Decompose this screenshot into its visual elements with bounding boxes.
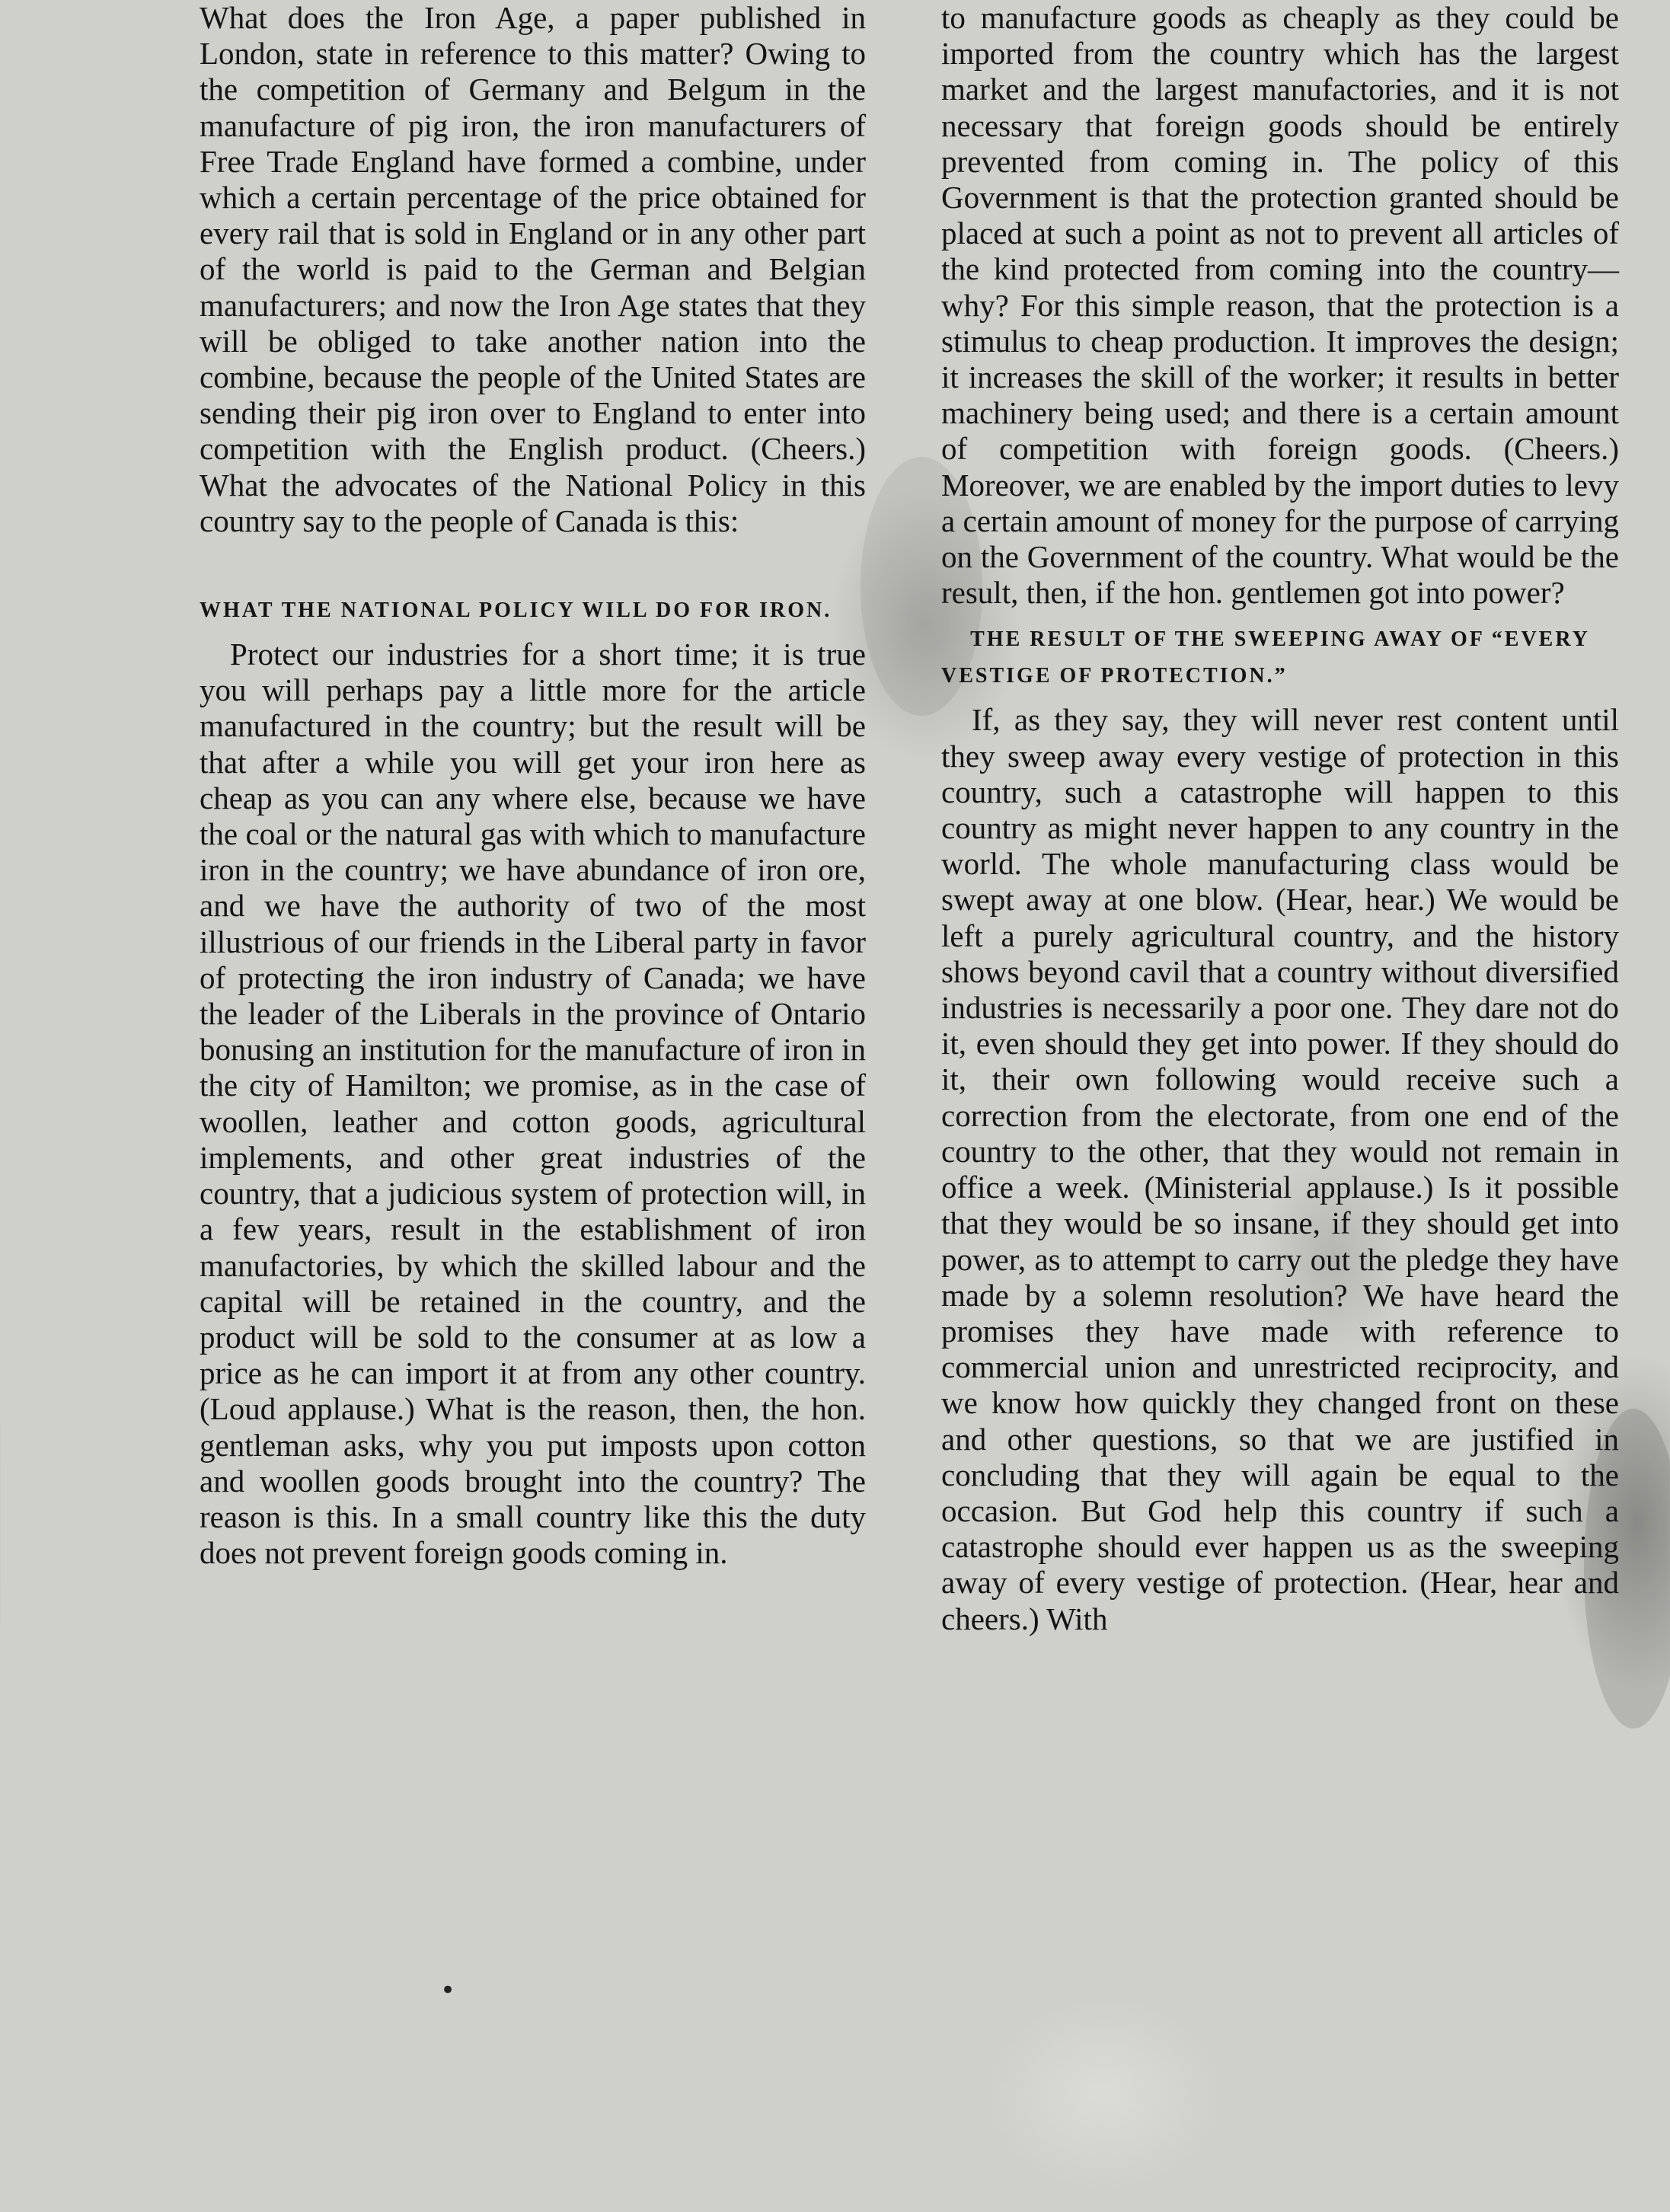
section-heading-sweeping: THE RESULT OF THE SWEEPING AWAY OF “EVERY VESTIGE OF PROTECTION.”	[941, 627, 1590, 688]
section-heading-iron: WHAT THE NATIONAL POLICY WILL DO FOR IRON.	[200, 598, 832, 623]
left-paragraph-2: Protect our industries for a short time; it is true you will perhaps pay a little more for the article manufactured in the country; but the result will be that after a while you will get your iron here as cheap as you can any where else, because we have the coal or the natural gas with which to manufacture iron in the country; we have abundance of iron ore, and we have the authority of two of the most illustrious of our friends in the Liberal party in favor of protecting the iron industry of Canada; we have the leader of the Liberals in the province of Ontario bonusing an institution for the manufacture of iron in the city of Hamilton; we promise, as in the case of woollen, leather and cotton goods, agricultural implements, and other great industries of the country, that a judicious system of protection will, in a few years, result in the establishment of iron manufactories, by which the skilled labour and the capital will be retained in the country, and the product will be sold to the consumer at as low a price as he can import it at from any other country. (Loud applause.) What is the reason, then, the hon. gentleman asks, why you put imposts upon cotton and woollen goods brought into the country? The reason is this. In a small country like this the duty does not prevent foreign goods coming in.	[200, 637, 866, 1571]
page-mark: •	[440, 1975, 456, 2006]
right-paragraph-1: to manufacture goods as cheaply as they could be imported from the country which has the largest market and the largest manufactories, and it is not necessary that foreign goods should be entirely prevented from coming in. The policy of this Government is that the protection granted should be placed at such a point as not to prevent all articles of the kind protected from coming into the country—why? For this simple reason, that the protection is a stimulus to cheap production. It improves the design; it increases the skill of the worker; it results in better machinery being used; and there is a certain amount of competition with foreign goods. (Cheers.) Moreover, we are enabled by the import duties to levy a certain amount of money for the purpose of carrying on the Government of the country. What would be the result, then, if the hon. gentlemen got into power?	[941, 0, 1619, 611]
left-paragraph-1: What does the Iron Age, a paper published in London, state in reference to this matter? Owing to the competition of Germany and Belgum in the manufacture of pig iron, the iron manufacturers of Free Trade England have formed a combine, under which a certain percentage of the price obtained for every rail that is sold in England or in any other part of the world is paid to the German and Belgian manufacturers; and now the Iron Age states that they will be obliged to take another nation into the combine, because the people of the United States are sending their pig iron over to England to enter into competition with the English product. (Cheers.) What the advocates of the National Policy in this country say to the people of Canada is this:	[200, 0, 866, 538]
right-paragraph-2: If, as they say, they will never rest content until they sweep away every vestige of protection in this country, such a catastrophe will happen to this country as might never happen to any country in the world. The whole manufacturing class would be swept away at one blow. (Hear, hear.) We would be left a purely agricultural country, and the history shows beyond cavil that a country without diversified industries is necessarily a poor one. They dare not do it, even should they get into power. If they should do it, their own following would receive such a correction from the electorate, from one end of the country to the other, that they would not remain in office a week. (Ministerial applause.) Is it possible that they would be so insane, if they should get into power, as to attempt to carry out the pledge they have made by a solemn resolution? We have heard the promises they have made with reference to commercial union and unrestricted reciprocity, and we know how quickly they changed front on these and other questions, so that we are justified in concluding that they will again be equal to the occasion. But God help this country if such a catastrophe should ever happen us as the sweeping away of every vestige of protection. (Hear, hear and cheers.) With	[941, 702, 1619, 1636]
right-column	[941, 0, 1619, 1637]
left-column	[200, 0, 866, 1571]
